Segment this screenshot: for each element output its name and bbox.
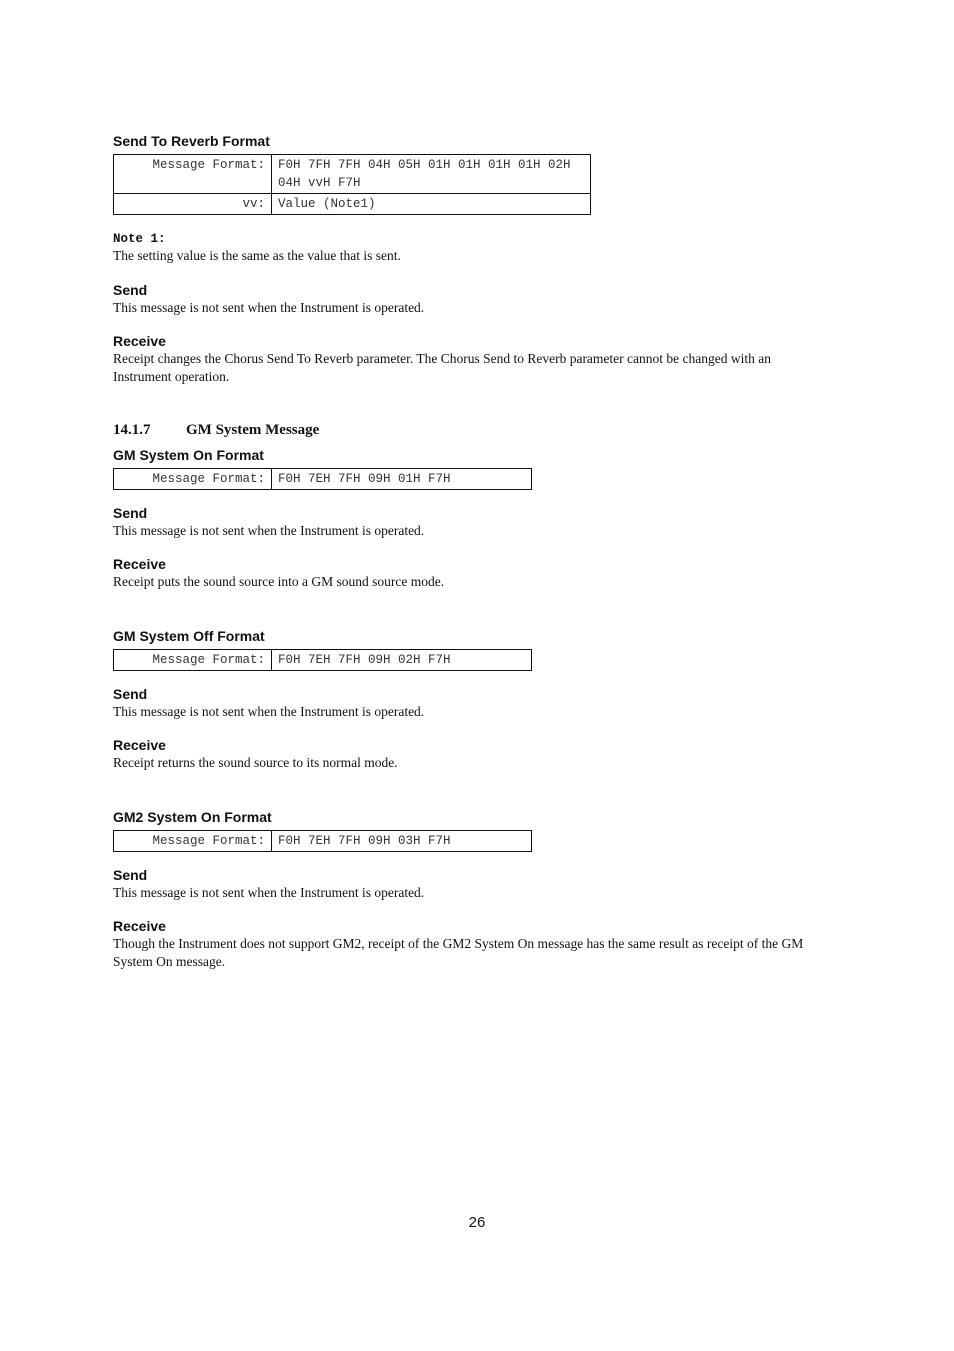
table-row bbox=[114, 155, 591, 194]
table-value: F0H 7EH 7FH 09H 02H F7H bbox=[272, 650, 532, 671]
receive-text: Receipt returns the sound source to its normal mode. bbox=[113, 755, 398, 770]
send-to-reverb-table bbox=[113, 154, 591, 215]
gm-system-off-table bbox=[113, 649, 532, 671]
send-text: This message is not sent when the Instrument is operated. bbox=[113, 300, 425, 315]
send-to-reverb-heading: Send To Reverb Format bbox=[113, 133, 270, 149]
send-heading: Send bbox=[113, 686, 148, 702]
receive-heading: Receive bbox=[113, 333, 166, 349]
table-key: vv: bbox=[114, 194, 272, 215]
gm-system-on-table bbox=[113, 468, 532, 490]
table-value: F0H 7FH 7FH 04H 05H 01H 01H 01H 01H 02H 04H vvH F7H bbox=[272, 155, 591, 194]
table-key: Message Format: bbox=[114, 155, 272, 194]
gm-system-on-heading: GM System On Format bbox=[113, 447, 264, 463]
gm2-system-on-heading: GM2 System On Format bbox=[113, 809, 272, 825]
receive-text: Though the Instrument does not support GM2, receipt of the GM2 System On message has the same result as receipt of the GM System On message. bbox=[113, 936, 804, 969]
document-page bbox=[113, 133, 813, 971]
table-row bbox=[114, 194, 591, 215]
table-key: Message Format: bbox=[114, 469, 272, 490]
receive-heading: Receive bbox=[113, 918, 166, 934]
note-text: The setting value is the same as the value that is sent. bbox=[113, 248, 401, 263]
section-heading bbox=[113, 421, 813, 439]
gm-system-off-heading: GM System Off Format bbox=[113, 628, 265, 644]
table-row bbox=[114, 650, 532, 671]
send-heading: Send bbox=[113, 867, 148, 883]
page-number: 26 bbox=[468, 1214, 486, 1231]
note-label: Note 1: bbox=[113, 232, 166, 246]
table-row bbox=[114, 831, 532, 852]
table-value: F0H 7EH 7FH 09H 03H F7H bbox=[272, 831, 532, 852]
table-key: Message Format: bbox=[114, 831, 272, 852]
table-row bbox=[114, 469, 532, 490]
send-text: This message is not sent when the Instrument is operated. bbox=[113, 523, 425, 538]
table-key: Message Format: bbox=[114, 650, 272, 671]
section-number: 14.1.7 bbox=[113, 422, 151, 438]
table-value: F0H 7EH 7FH 09H 01H F7H bbox=[272, 469, 532, 490]
send-text: This message is not sent when the Instrument is operated. bbox=[113, 885, 425, 900]
send-heading: Send bbox=[113, 505, 148, 521]
receive-text: Receipt puts the sound source into a GM sound source mode. bbox=[113, 574, 445, 589]
receive-text: Receipt changes the Chorus Send To Reverb parameter. The Chorus Send to Reverb parameter cannot be changed with an Instrument operation. bbox=[113, 351, 771, 384]
receive-heading: Receive bbox=[113, 556, 166, 572]
receive-heading: Receive bbox=[113, 737, 166, 753]
section-title: GM System Message bbox=[186, 422, 320, 438]
table-value: Value (Note1) bbox=[272, 194, 591, 215]
send-heading: Send bbox=[113, 282, 148, 298]
send-text: This message is not sent when the Instrument is operated. bbox=[113, 704, 425, 719]
gm2-system-on-table bbox=[113, 830, 532, 852]
